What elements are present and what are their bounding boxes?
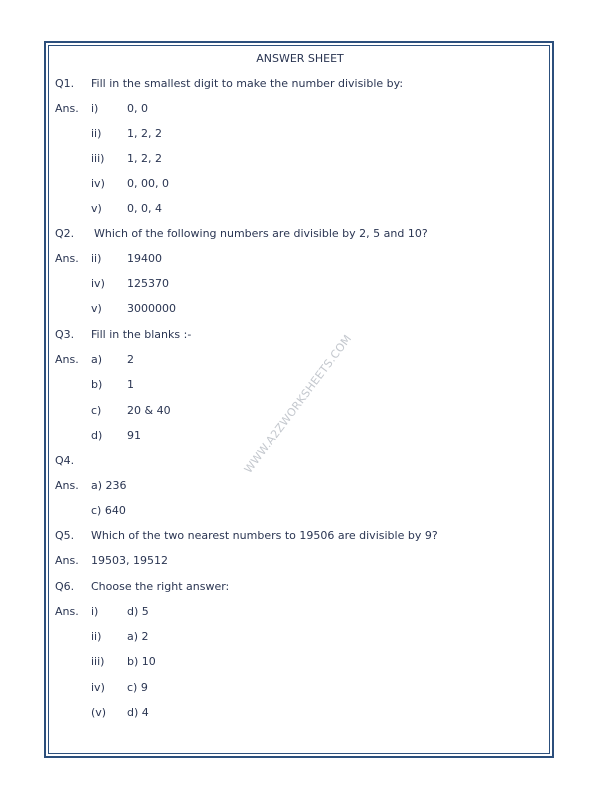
q6-item-number: ii) [91,630,102,643]
q6-item-answer: c) 9 [127,681,148,694]
q2-item-answer: 19400 [127,252,162,265]
q6-item-answer: a) 2 [127,630,149,643]
q6-ans-label: Ans. [55,605,79,618]
q3-item-number: d) [91,429,103,442]
q3-item-number: c) [91,404,102,417]
q3-item-answer: 2 [127,353,134,366]
q2-number: Q2. [55,227,75,240]
q1-item-number: iv) [91,177,105,190]
q1-item-number: v) [91,202,102,215]
q2-ans-label: Ans. [55,252,79,265]
q3-item-answer: 20 & 40 [127,404,171,417]
q1-text: Fill in the smallest digit to make the number divisible by: [91,77,404,90]
q5-answer: 19503, 19512 [91,554,168,567]
q4-item-answer: c) 640 [91,504,126,517]
q6-item-answer: d) 4 [127,706,149,719]
q4-number: Q4. [55,454,75,467]
q6-item-answer: b) 10 [127,655,156,668]
q5-text: Which of the two nearest numbers to 19506 are divisible by 9? [91,529,438,542]
q6-item-number: iv) [91,681,105,694]
q2-item-answer: 3000000 [127,302,176,315]
q5-number: Q5. [55,529,75,542]
q3-ans-label: Ans. [55,353,79,366]
q6-text: Choose the right answer: [91,580,230,593]
q4-item-answer: a) 236 [91,479,127,492]
q2-item-number: iv) [91,277,105,290]
q1-item-number: iii) [91,152,105,165]
q6-number: Q6. [55,580,75,593]
q2-text: Which of the following numbers are divisible by 2, 5 and 10? [94,227,428,240]
q6-item-number: (v) [91,706,107,719]
q3-item-answer: 91 [127,429,141,442]
q3-item-number: b) [91,378,103,391]
watermark: WWW.A2ZWORKSHEETS.COM [241,332,355,476]
q4-ans-label: Ans. [55,479,79,492]
q1-item-number: i) [91,102,99,115]
q3-item-answer: 1 [127,378,134,391]
q5-ans-label: Ans. [55,554,79,567]
q2-item-answer: 125370 [127,277,169,290]
q3-item-number: a) [91,353,103,366]
q2-item-number: v) [91,302,102,315]
q1-item-answer: 0, 0, 4 [127,202,162,215]
page-title: ANSWER SHEET [256,52,344,65]
q3-text: Fill in the blanks :- [91,328,192,341]
q2-item-number: ii) [91,252,102,265]
q6-item-answer: d) 5 [127,605,149,618]
q1-item-answer: 0, 00, 0 [127,177,169,190]
q1-item-number: ii) [91,127,102,140]
q1-item-answer: 0, 0 [127,102,148,115]
q6-item-number: i) [91,605,99,618]
q1-item-answer: 1, 2, 2 [127,127,162,140]
q1-ans-label: Ans. [55,102,79,115]
q1-number: Q1. [55,77,75,90]
q6-item-number: iii) [91,655,105,668]
q1-item-answer: 1, 2, 2 [127,152,162,165]
q3-number: Q3. [55,328,75,341]
